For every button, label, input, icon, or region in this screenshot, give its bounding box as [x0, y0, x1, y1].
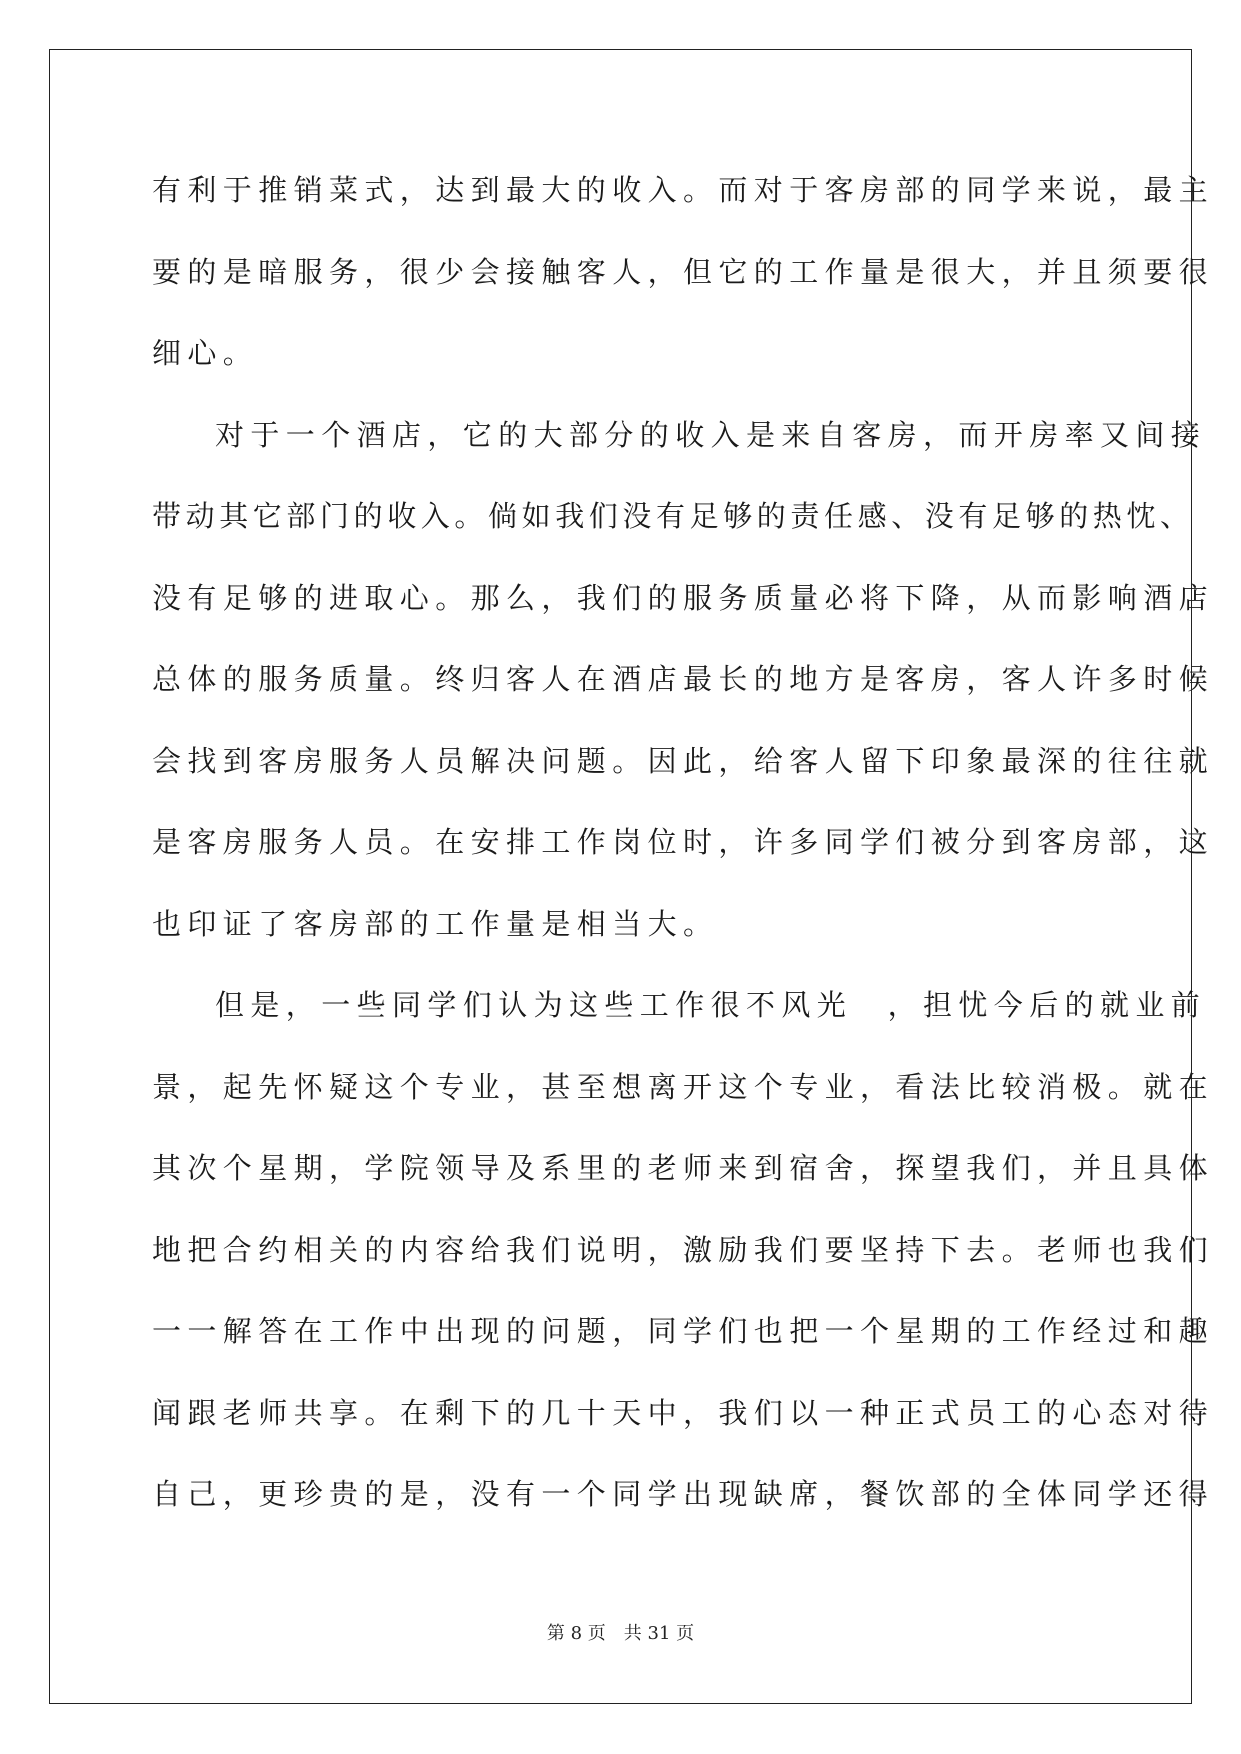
document-body [152, 165, 1215, 1551]
paragraph-first-line: 但是，一些同学们认为这些工作很不风光 ，担忧今后的就业前 [215, 988, 1207, 1022]
text-line: 没有足够的进取心。那么，我们的服务质量必将下降，从而影响酒店 [152, 580, 1215, 615]
text-line: 带动其它部门的收入。倘如我们没有足够的责任感、没有足够的热忱、 [152, 499, 1194, 533]
paragraph-first-line: 对于一个酒店，它的大部分的收入是来自客房，而开房率又间接 [215, 417, 1207, 452]
text-line: 总体的服务质量。终归客人在酒店最长的地方是客房，客人许多时候 [152, 662, 1215, 696]
text-line: 一一解答在工作中出现的问题，同学们也把一个星期的工作经过和趣 [152, 1314, 1215, 1348]
text-line: 要的是暗服务，很少会接触客人，但它的工作量是很大，并且须要很 [152, 254, 1215, 289]
text-line: 是客房服务人员。在安排工作岗位时，许多同学们被分到客房部，这 [152, 825, 1215, 859]
text-line: 景，起先怀疑这个专业，甚至想离开这个专业，看法比较消极。就在 [152, 1069, 1215, 1104]
page-number-footer: 第 8 页 共 31 页 [546, 1623, 695, 1644]
text-line: 闻跟老师共享。在剩下的几十天中，我们以一种正式员工的心态对待 [152, 1395, 1215, 1430]
text-line: 也印证了客房部的工作量是相当大。 [152, 906, 719, 941]
text-line: 其次个星期，学院领导及系里的老师来到宿舍，探望我们，并且具体 [152, 1151, 1215, 1185]
text-line: 地把合约相关的内容给我们说明，激励我们要坚持下去。老师也我们 [152, 1232, 1215, 1267]
text-line: 会找到客房服务人员解决问题。因此，给客人留下印象最深的往往就 [152, 743, 1215, 778]
text-line: 自己，更珍贵的是，没有一个同学出现缺席，餐饮部的全体同学还得 [152, 1477, 1215, 1511]
text-line: 有利于推销菜式，达到最大的收入。而对于客房部的同学来说，最主 [152, 173, 1215, 207]
text-line: 细心。 [152, 336, 259, 370]
